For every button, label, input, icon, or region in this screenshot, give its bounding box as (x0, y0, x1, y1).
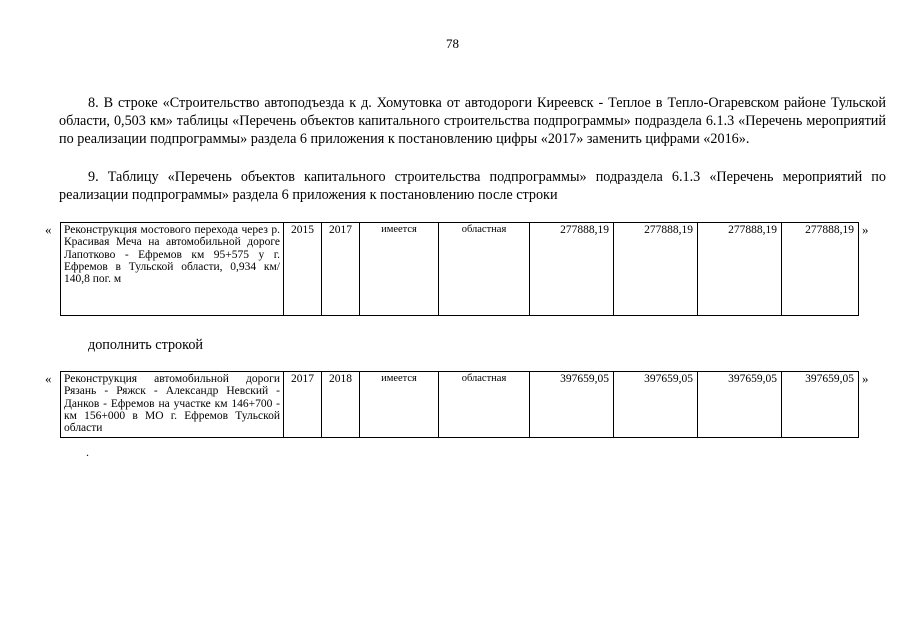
year-start-cell: 2017 (284, 372, 322, 438)
add-row-instruction: дополнить строкой (88, 337, 204, 353)
sum-cell: 397659,05 (530, 372, 614, 438)
table-row (61, 223, 859, 316)
sum-cell: 397659,05 (698, 372, 782, 438)
row-2-close-quote: » (862, 371, 869, 386)
paragraph-8: 8. В строке «Строительство автоподъезда к д. Хомутовка от автодороги Киреевск - Теплое в Тепло-Огаревском районе Тульской области, 0,503 км» таблицы «Перечень объектов капитального строительства подпрограммы» подраздела 6.1.3 «Перечень мероприятий по реализации подпрограммы» раздела 6 приложения к постановлению цифры «2017» заменить цифрами «2016». (59, 95, 886, 147)
sum-cell: 277888,19 (614, 223, 698, 316)
sum-cell: 277888,19 (530, 223, 614, 316)
sum-cell: 397659,05 (614, 372, 698, 438)
documentation-cell: имеется (360, 223, 439, 316)
paragraph-9: 9. Таблицу «Перечень объектов капитального строительства подпрограммы» подраздела 6.1.3 «Перечень мероприятий по реализации подпрограммы» раздела 6 приложения к постановлению после строки (59, 169, 886, 203)
row-2-open-quote: « (45, 371, 52, 386)
object-description-cell: Реконструкция мостового перехода через р. Красивая Меча на автомобильной дороге Лапотково - Ефремов км 95+575 у г. Ефремов в Тульской области, 0,934 км/ 140,8 пог. м (61, 223, 284, 316)
trailing-mark: . (86, 445, 89, 459)
object-description-cell: Реконструкция автомобильной дороги Рязань - Ряжск - Александр Невский - Данков - Ефремов на участке км 146+700 - км 156+000 в МО г. Ефремов Тульской области (61, 372, 284, 438)
budget-cell: областная (439, 372, 530, 438)
year-end-cell: 2018 (322, 372, 360, 438)
documentation-cell: имеется (360, 372, 439, 438)
row-1-open-quote: « (45, 222, 52, 237)
table-row (61, 372, 859, 438)
sum-cell: 397659,05 (782, 372, 859, 438)
year-start-cell: 2015 (284, 223, 322, 316)
row-1-close-quote: » (862, 222, 869, 237)
new-row-table (60, 371, 859, 438)
sum-cell: 277888,19 (698, 223, 782, 316)
year-end-cell: 2017 (322, 223, 360, 316)
budget-cell: областная (439, 223, 530, 316)
existing-row-table (60, 222, 859, 316)
sum-cell: 277888,19 (782, 223, 859, 316)
page-number: 78 (446, 36, 459, 51)
